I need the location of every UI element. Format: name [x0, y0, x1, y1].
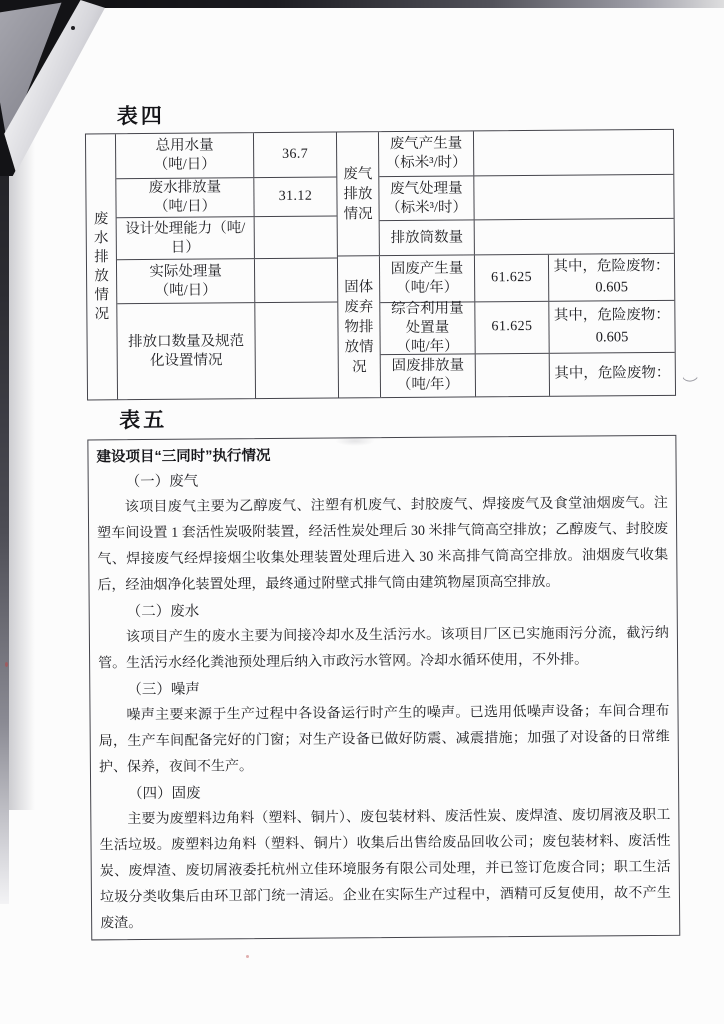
table4-title: 表四: [116, 104, 165, 129]
row-label: 固废排放量 （吨/年）: [381, 354, 476, 397]
wastewater-group-label: 废 水 排 放 情 况: [86, 134, 118, 399]
row-value: [475, 219, 674, 255]
section-heading: （一）废气: [125, 473, 199, 491]
section-body: 该项目产生的废水主要为间接冷却水及生活污水。该项目厂区已实施雨污分流，截污纳管。生活污水经化粪池预处理后纳入市政污水管网。冷却水循环使用，不外排。: [98, 625, 669, 672]
section-wastewater: [98, 595, 670, 677]
table-row: [117, 258, 337, 304]
waste-gas-rows: [379, 130, 674, 255]
table-row: [380, 254, 674, 303]
row-value: 61.625: [475, 255, 549, 302]
table-row: [380, 219, 674, 255]
row-value: [476, 354, 550, 397]
table-row: [380, 301, 674, 355]
wastewater-rows: [116, 132, 338, 399]
section-solid-waste: [99, 777, 671, 937]
row-label: 总用水量 （吨/日）: [116, 133, 254, 178]
table-row: [379, 175, 673, 221]
row-note: 其中，危险废物： 0.605: [553, 257, 670, 296]
table4: [85, 129, 676, 401]
section-heading: （四）固废: [128, 785, 201, 803]
row-label: 排放口数量及规范 化设置情况: [117, 303, 256, 399]
row-label: 实际处理量 （吨/日）: [117, 259, 255, 303]
table-row: [117, 216, 337, 260]
row-label: 排放筒数量: [380, 220, 475, 255]
table5-title: 表五: [119, 408, 168, 433]
box-header: 建设项目“三同时”执行情况: [96, 448, 271, 466]
table-row: [116, 177, 336, 218]
row-value: 36.7: [282, 146, 309, 162]
table4-right-section: [337, 130, 675, 398]
row-note: 其中，危险废物：: [554, 365, 671, 383]
row-label: 综合利用量 处置量 （吨/年）: [380, 302, 475, 354]
table4-wastewater-section: [86, 132, 339, 399]
section-waste-gas: [97, 465, 669, 599]
row-label: 废水排放量 （吨/日）: [116, 178, 254, 217]
section-body: 主要为废塑料边角料（塑料、铜片）、废包装材料、废活性炭、废焊渣、废切屑液及职工生活垃圾。废塑料边角料（塑料、铜片）收集后出售给废品回收公司；废包装材料、废活性炭、废焊渣、废切屑液委托杭州立佳环境服务有限公司处理，并已签订危废合同；职工生活垃圾分类收集后由环卫部门统一清运。企业在实际生产过程中，酒精可反复使用，故不产生废渣。: [99, 807, 671, 932]
row-value: [474, 130, 673, 176]
row-note: 其中，危险废物： 0.605: [553, 307, 670, 345]
solid-waste-group-label: 固体 废弃 物排 放情 况: [338, 256, 381, 397]
section-body: 噪声主要来源于生产过程中各设备运行时产生的噪声。已选用低噪声设备；车间合理布局，生产车间配备完好的门窗；对生产设备已做好防震、减震措施；加强了对设备的日常维护、保养，夜间不生产。: [98, 703, 670, 776]
row-label: 废气产生量 （标米³/时）: [379, 131, 474, 176]
row-label: 废气处理量 （标米³/时）: [379, 176, 474, 220]
three-simultaneity-box: [87, 435, 680, 941]
table-row: [381, 353, 675, 397]
row-value: 31.12: [278, 188, 313, 204]
waste-gas-group-label: 废气 排放 情况: [337, 132, 380, 255]
row-value: 61.625: [475, 302, 549, 354]
table-row: [379, 130, 673, 177]
table-row: [117, 302, 338, 399]
row-value: [255, 258, 337, 302]
row-value: [474, 175, 673, 220]
waste-gas-group: [337, 130, 674, 257]
row-label: 设计处理能力（吨/ 日）: [117, 217, 255, 259]
section-noise: [98, 673, 670, 781]
section-body: 该项目废气主要为乙醇废气、注塑有机废气、封胶废气、焊接废气及食堂油烟废气。注塑车间设置 1 套活性炭吸附装置，经活性炭处理后 30 米排气筒高空排放；乙醇废气、封胶废气、焊接废气经焊接烟尘收集处理装置处理后进入 30 米高排气筒高空排放。油烟废气收集后，经油烟净化装置处理，最终通过附壁式排气筒由建筑物屋顶高空排放。: [97, 495, 669, 594]
row-value: [255, 302, 338, 398]
table-row: [116, 132, 336, 179]
row-label: 固废产生量 （吨/年）: [380, 255, 475, 302]
solid-waste-rows: [380, 254, 675, 397]
section-heading: （二）废水: [126, 603, 200, 621]
section-heading: （三）噪声: [127, 681, 200, 699]
row-value: [255, 216, 337, 258]
solid-waste-group: [338, 254, 675, 398]
